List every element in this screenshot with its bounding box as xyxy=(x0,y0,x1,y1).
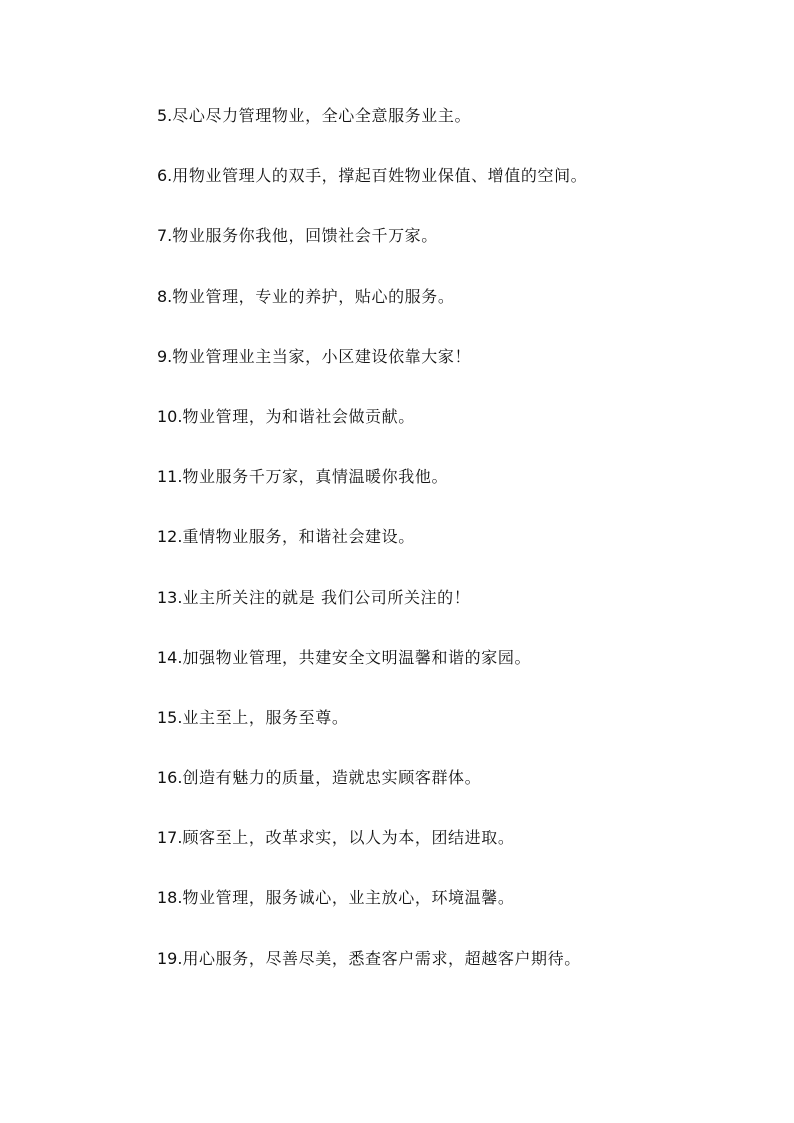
list-item xyxy=(157,519,757,579)
item-text: 创造有魅力的质量，造就忠实顾客群体。 xyxy=(182,768,482,788)
item-text: 业主至上，服务至尊。 xyxy=(182,707,349,727)
item-text: 物业管理业主当家，小区建设依靠大家！ xyxy=(172,346,472,366)
item-number: 15. xyxy=(157,707,183,727)
item-text: 加强物业管理，共建安全文明温馨和谐的家园。 xyxy=(182,647,532,667)
item-number: 13. xyxy=(157,587,183,607)
item-number: 11. xyxy=(157,467,183,487)
list-item xyxy=(157,158,757,218)
list-item xyxy=(157,700,757,760)
item-number: 12. xyxy=(157,527,183,547)
item-text: 物业管理，为和谐社会做贡献。 xyxy=(182,406,415,426)
item-number: 8. xyxy=(157,286,173,306)
item-text: 用心服务，尽善尽美，悉查客户需求，超越客户期待。 xyxy=(182,948,581,968)
item-text: 物业服务你我他，回馈社会千万家。 xyxy=(172,226,438,246)
list-item xyxy=(157,820,757,880)
item-number: 5. xyxy=(157,106,173,125)
list-item xyxy=(157,339,757,399)
list-item xyxy=(157,399,757,459)
item-number: 7. xyxy=(157,226,173,246)
item-number: 19. xyxy=(157,948,183,968)
item-number: 14. xyxy=(157,647,183,667)
list-item xyxy=(157,941,757,1001)
list-item xyxy=(157,640,757,700)
list-item xyxy=(157,880,757,940)
item-text: 物业管理，专业的养护，贴心的服务。 xyxy=(172,286,455,306)
item-number: 16. xyxy=(157,768,183,788)
item-text: 用物业管理人的双手，撑起百姓物业保值、增值的空间。 xyxy=(172,166,588,186)
item-number: 10. xyxy=(157,406,183,426)
item-text: 顾客至上，改革求实，以人为本，团结进取。 xyxy=(182,828,515,848)
list-item xyxy=(157,459,757,519)
list-item xyxy=(157,279,757,339)
item-text: 重情物业服务，和谐社会建设。 xyxy=(182,527,415,547)
slogan-list xyxy=(157,98,757,1001)
list-item xyxy=(157,98,757,158)
item-number: 6. xyxy=(157,166,173,186)
item-text: 物业管理，服务诚心，业主放心，环境温馨。 xyxy=(182,888,515,908)
list-item xyxy=(157,218,757,278)
list-item xyxy=(157,760,757,820)
item-number: 17. xyxy=(157,828,183,848)
item-text: 业主所关注的就是 我们公司所关注的！ xyxy=(182,587,471,607)
item-number: 9. xyxy=(157,346,173,366)
item-number: 18. xyxy=(157,888,183,908)
item-text: 物业服务千万家，真情温暖你我他。 xyxy=(182,467,449,487)
item-text: 尽心尽力管理物业，全心全意服务业主。 xyxy=(172,106,472,125)
list-item xyxy=(157,580,757,640)
